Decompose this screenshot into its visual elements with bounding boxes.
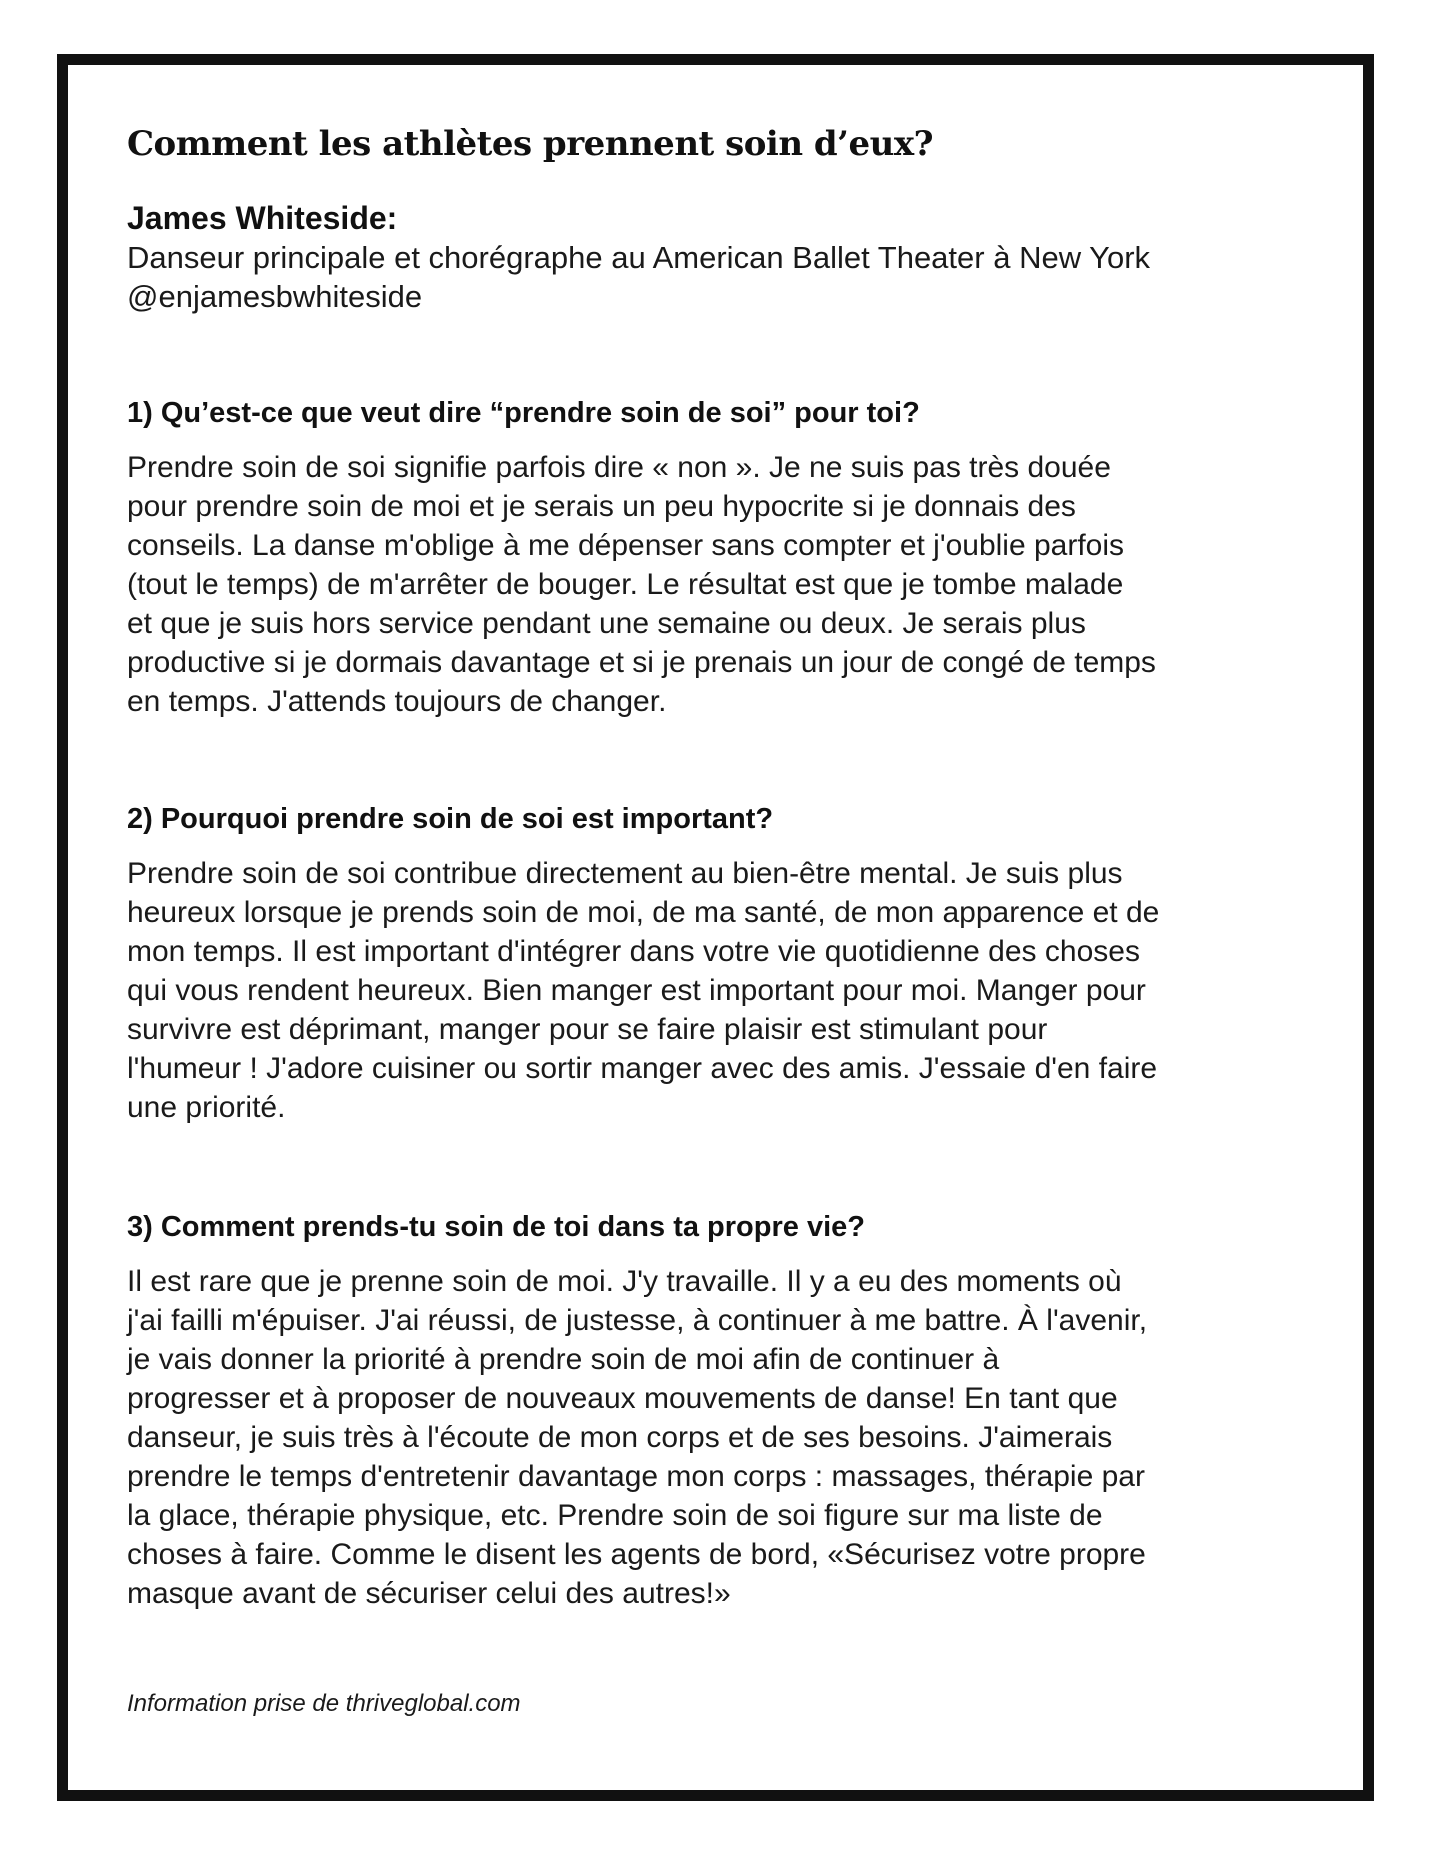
answer-paragraph (127, 854, 1347, 1127)
answer-line: et que je suis hors service pendant une semaine ou deux. Je serais plus (127, 607, 1086, 640)
document-title: Comment les athlètes prennent soin d’eux? (127, 124, 934, 164)
answer-line: Prendre soin de soi signifie parfois dire « non ». Je ne suis pas très douée (127, 451, 1111, 484)
question-section-2 (127, 800, 1347, 1127)
answer-line: qui vous rendent heureux. Bien manger est important pour moi. Manger pour (127, 974, 1146, 1007)
answer-line: mon temps. Il est important d'intégrer dans votre vie quotidienne des choses (127, 935, 1140, 968)
answer-line: progresser et à proposer de nouveaux mouvements de danse! En tant que (127, 1382, 1118, 1415)
answer-line: j'ai failli m'épuiser. J'ai réussi, de justesse, à continuer à me battre. À l'avenir, (127, 1304, 1148, 1337)
answer-line: Prendre soin de soi contribue directement au bien-être mental. Je suis plus (127, 857, 1123, 890)
answer-line: Il est rare que je prenne soin de moi. J'y travaille. Il y a eu des moments où (127, 1265, 1122, 1298)
answer-paragraph (127, 448, 1347, 721)
answer-paragraph (127, 1262, 1347, 1613)
question-heading: 2) Pourquoi prendre soin de soi est important? (127, 803, 774, 835)
answer-line: pour prendre soin de moi et je serais un peu hypocrite si je donnais des (127, 490, 1076, 523)
question-section-3 (127, 1208, 1347, 1613)
answer-line: en temps. J'attends toujours de changer. (127, 685, 667, 718)
answer-line: survivre est déprimant, manger pour se faire plaisir est stimulant pour (127, 1013, 1048, 1046)
answer-line: l'humeur ! J'adore cuisiner ou sortir manger avec des amis. J'essaie d'en faire (127, 1052, 1158, 1085)
athlete-role: Danseur principale et chorégraphe au American Ballet Theater à New York (127, 240, 1151, 275)
answer-line: prendre le temps d'entretenir davantage mon corps : massages, thérapie par (127, 1460, 1145, 1493)
answer-line: la glace, thérapie physique, etc. Prendre soin de soi figure sur ma liste de (127, 1499, 1103, 1532)
answer-line: (tout le temps) de m'arrêter de bouger. Le résultat est que je tombe malade (127, 568, 1124, 601)
question-heading: 1) Qu’est-ce que veut dire “prendre soin de soi” pour toi? (127, 397, 920, 429)
answer-line: danseur, je suis très à l'écoute de mon corps et de ses besoins. J'aimerais (127, 1421, 1113, 1454)
athlete-handle: @enjamesbwhiteside (127, 279, 423, 314)
answer-line: productive si je dormais davantage et si je prenais un jour de congé de temps (127, 646, 1156, 679)
answer-line: une priorité. (127, 1091, 286, 1124)
answer-line: masque avant de sécuriser celui des autres!» (127, 1577, 731, 1610)
answer-line: conseils. La danse m'oblige à me dépenser sans compter et j'oublie parfois (127, 529, 1125, 562)
answer-line: choses à faire. Comme le disent les agents de bord, «Sécurisez votre propre (127, 1538, 1146, 1571)
answer-line: heureux lorsque je prends soin de moi, de ma santé, de mon apparence et de (127, 896, 1160, 929)
question-heading: 3) Comment prends-tu soin de toi dans ta propre vie? (127, 1211, 865, 1243)
athlete-name: James Whiteside: (127, 200, 398, 236)
answer-line: je vais donner la priorité à prendre soin de moi afin de continuer à (127, 1343, 1000, 1376)
source-credit: Information prise de thriveglobal.com (127, 1690, 521, 1717)
question-section-1 (127, 394, 1347, 721)
